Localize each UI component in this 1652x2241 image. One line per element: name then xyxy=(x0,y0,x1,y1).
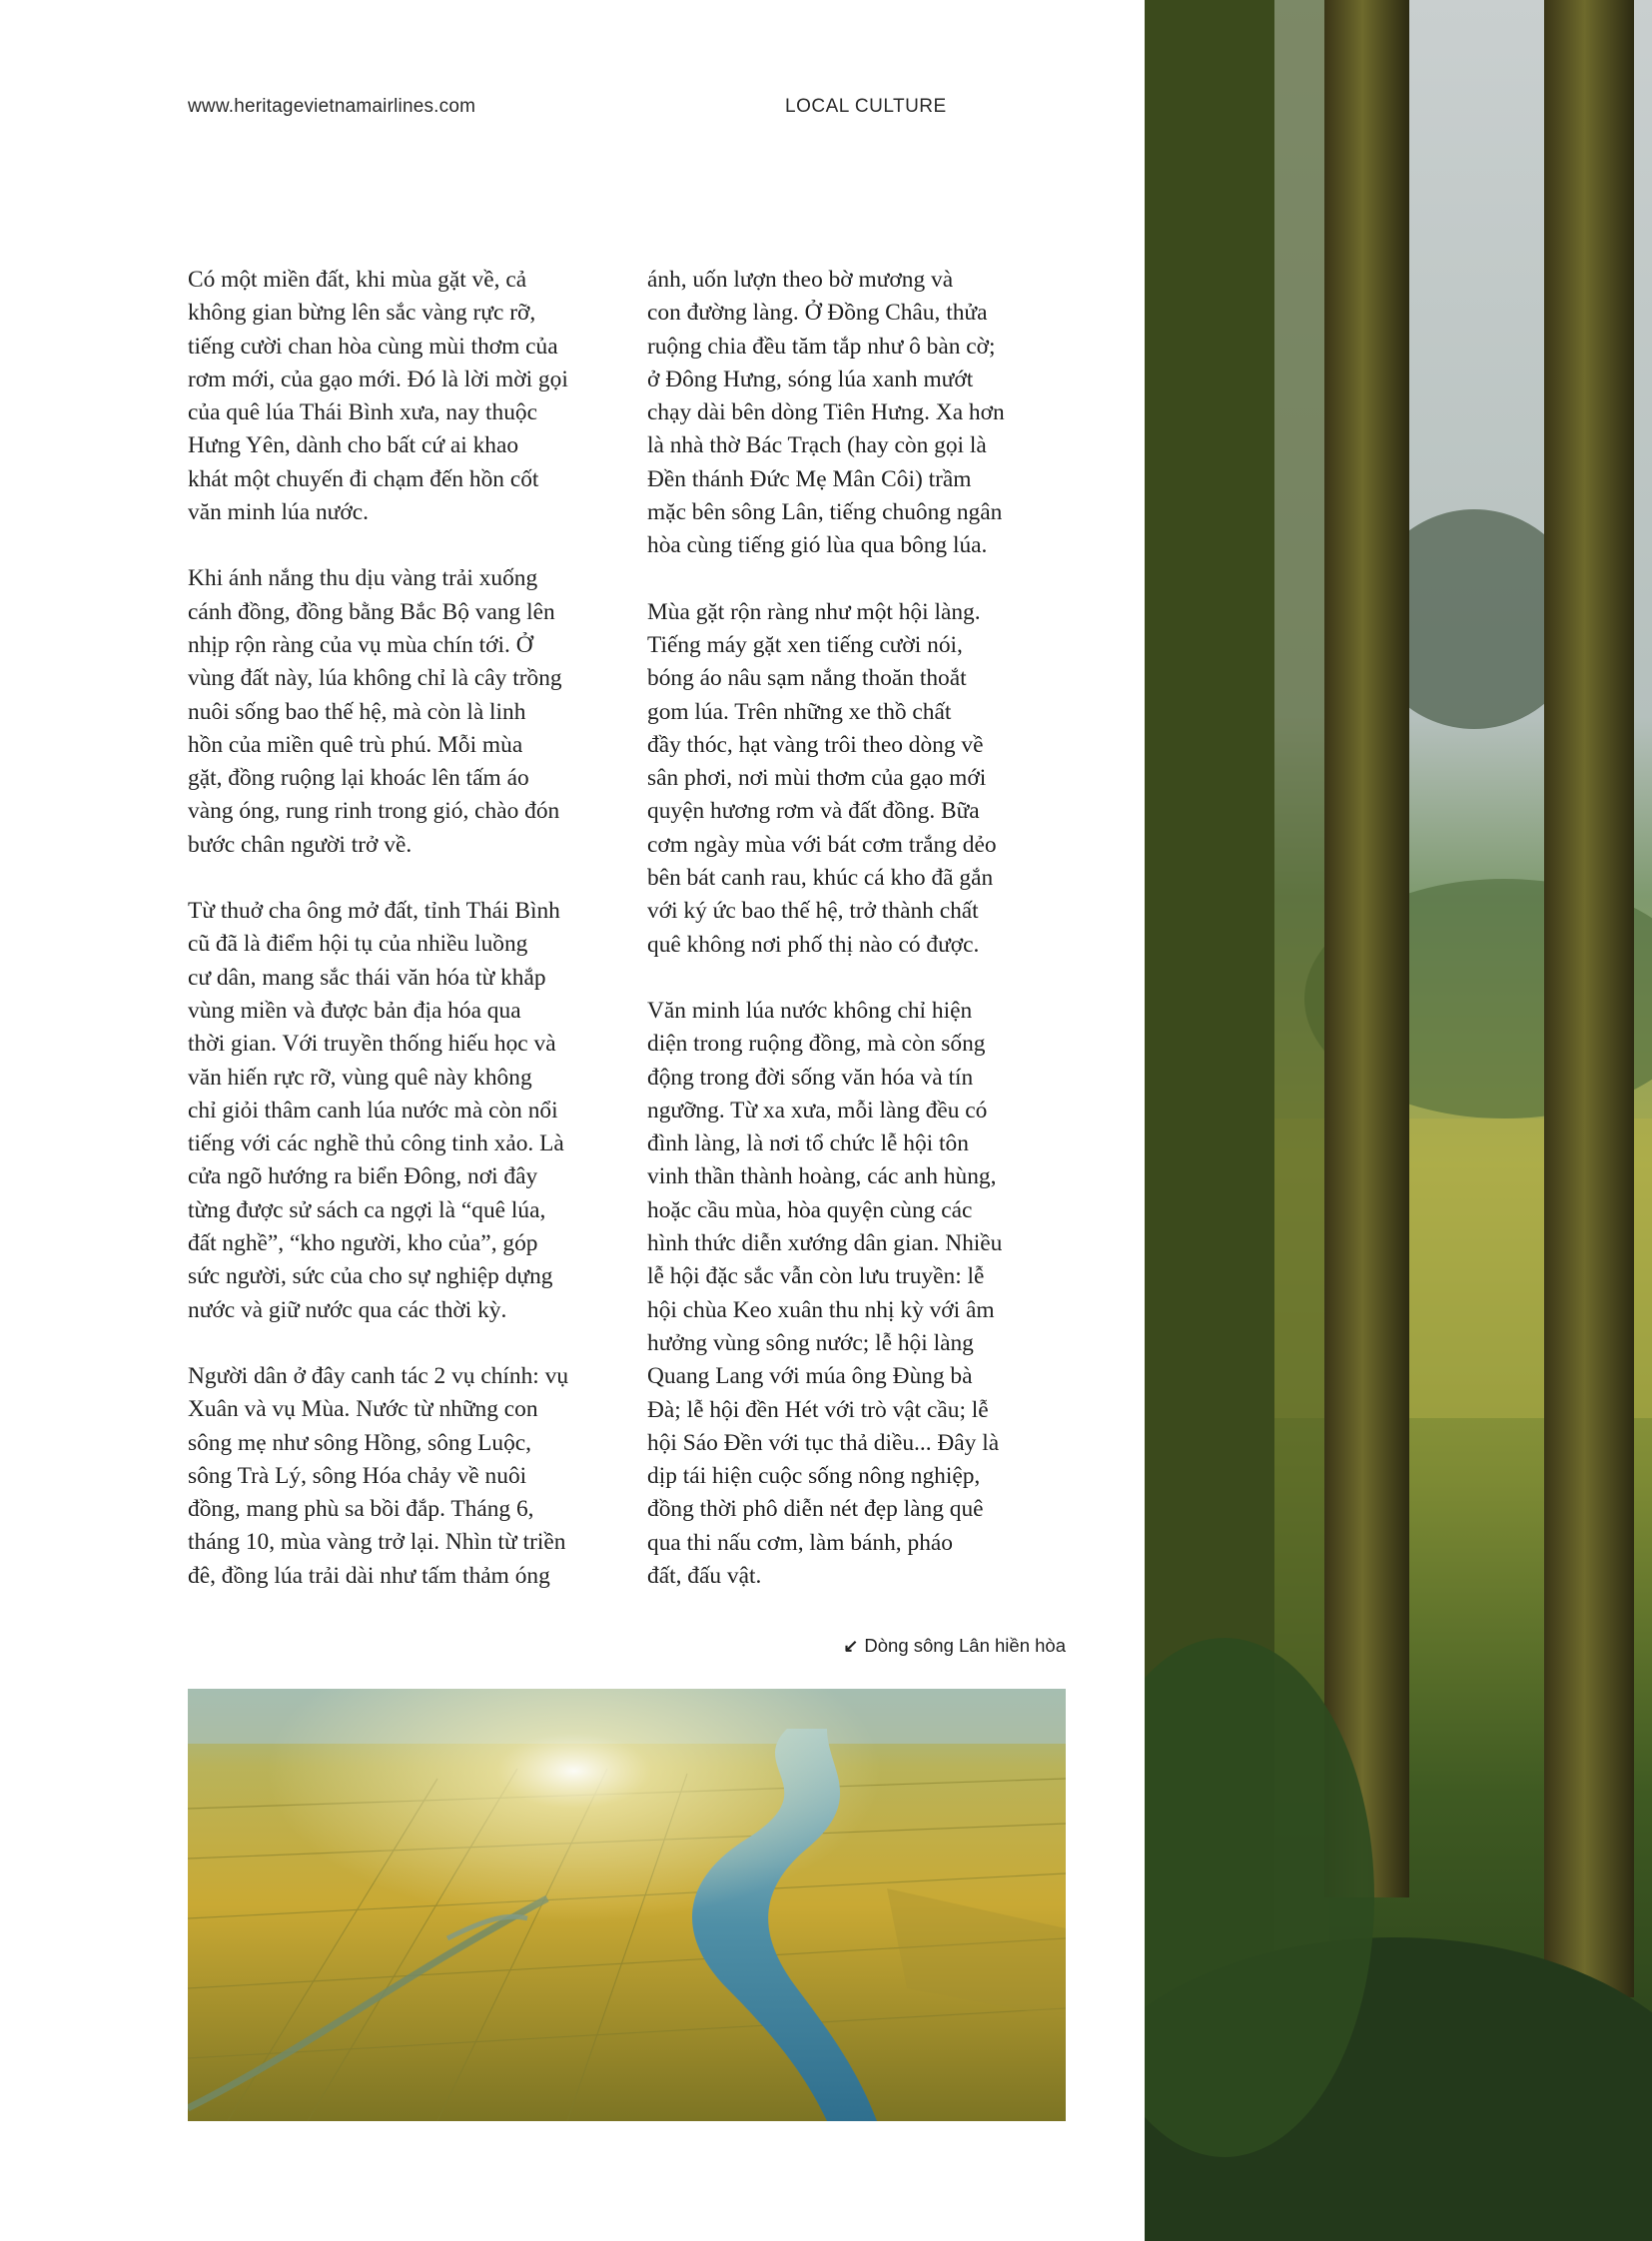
text-line: hồn của miền quê trù phú. Mỗi mùa xyxy=(188,731,523,758)
text-line: sức người, sức của cho sự nghiệp dựng xyxy=(188,1263,553,1290)
text-line: nước và giữ nước qua các thời kỳ. xyxy=(188,1296,507,1323)
text-line: chỉ giỏi thâm canh lúa nước mà còn nổi xyxy=(188,1097,558,1123)
text-line: nuôi sống bao thế hệ, mà còn là linh xyxy=(188,698,526,725)
text-line: diện trong ruộng đồng, mà còn sống xyxy=(647,1031,986,1058)
text-line: là nhà thờ Bác Trạch (hay còn gọi là xyxy=(647,432,987,459)
text-line: tiếng với các nghề thủ công tinh xảo. Là xyxy=(188,1130,564,1157)
text-line: sông mẹ như sông Hồng, sông Luộc, xyxy=(188,1429,532,1456)
text-line: vùng đất này, lúa không chỉ là cây trồng xyxy=(188,665,562,692)
text-line: không gian bừng lên sắc vàng rực rỡ, xyxy=(188,300,536,327)
text-line: đê, đồng lúa trải dài như tấm thảm óng xyxy=(188,1562,550,1589)
text-line: đất, đấu vật. xyxy=(647,1562,762,1589)
text-line: sân phơi, nơi mùi thơm của gạo mới xyxy=(647,765,987,792)
text-line: văn hiến rực rỡ, vùng quê này không xyxy=(188,1064,532,1091)
text-line: bước chân người trở về. xyxy=(188,831,413,858)
text-line: Xuân và vụ Mùa. Nước từ những con xyxy=(188,1396,538,1423)
text-line: của quê lúa Thái Bình xưa, nay thuộc xyxy=(188,399,538,426)
text-line: Có một miền đất, khi mùa gặt về, cả xyxy=(188,267,527,293)
text-line: tiếng cười chan hòa cùng mùi thơm của xyxy=(188,333,558,360)
text-line: Mùa gặt rộn ràng như một hội làng. xyxy=(647,598,981,625)
article-column-right xyxy=(647,264,1077,1626)
text-line: vùng miền và được bản địa hóa qua xyxy=(188,997,521,1024)
text-line: cư dân, mang sắc thái văn hóa từ khắp xyxy=(188,964,546,991)
text-line: ruộng chia đều tăm tắp như ô bàn cờ; xyxy=(647,333,996,360)
text-line: quyện hương rơm và đất đồng. Bữa xyxy=(647,798,980,825)
text-line: tháng 10, mùa vàng trở lại. Nhìn từ triền xyxy=(188,1529,566,1556)
section-title: LOCAL CULTURE xyxy=(785,96,947,117)
text-line: sông Trà Lý, sông Hóa chảy về nuôi xyxy=(188,1462,527,1489)
text-line: Đền thánh Đức Mẹ Mân Côi) trầm xyxy=(647,465,972,492)
text-line: mặc bên sông Lân, tiếng chuông ngân xyxy=(647,499,1003,526)
text-line: gom lúa. Trên những xe thồ chất xyxy=(647,698,952,725)
text-line: đất nghề”, “kho người, kho của”, góp xyxy=(188,1230,538,1257)
text-line: ánh, uốn lượn theo bờ mương và xyxy=(647,267,954,293)
text-line: Văn minh lúa nước không chỉ hiện xyxy=(647,997,973,1024)
text-line: hưởng vùng sông nước; lễ hội làng xyxy=(647,1329,974,1356)
text-line: ở Đông Hưng, sóng lúa xanh mướt xyxy=(647,366,974,392)
text-line: hoặc cầu mùa, hòa quyện cùng các xyxy=(647,1196,973,1223)
text-line: bóng áo nâu sạm nắng thoăn thoắt xyxy=(647,665,967,692)
article-paragraph xyxy=(647,596,1077,962)
text-line: hình thức diễn xướng dân gian. Nhiều xyxy=(647,1230,1003,1257)
text-line: thời gian. Với truyền thống hiếu học và xyxy=(188,1031,556,1058)
text-line: động trong đời sống văn hóa và tín xyxy=(647,1064,974,1091)
caption-text: Dòng sông Lân hiền hòa xyxy=(864,1635,1066,1656)
text-line: cánh đồng, đồng bằng Bắc Bộ vang lên xyxy=(188,598,555,625)
tree-trunks-rice-field-photo xyxy=(1145,0,1652,2241)
text-line: Khi ánh nắng thu dịu vàng trải xuống xyxy=(188,565,538,592)
article-paragraph xyxy=(647,995,1077,1593)
text-line: với ký ức bao thế hệ, trở thành chất xyxy=(647,898,979,925)
text-line: vinh thần thành hoàng, các anh hùng, xyxy=(647,1163,997,1190)
site-url[interactable]: www.heritagevietnamairlines.com xyxy=(188,96,476,117)
text-line: hội chùa Keo xuân thu nhị kỳ với âm xyxy=(647,1296,995,1323)
text-line: cũ đã là điểm hội tụ của nhiều luồng xyxy=(188,931,528,958)
text-line: từng được sử sách ca ngợi là “quê lúa, xyxy=(188,1196,546,1223)
text-line: Đà; lễ hội đền Hét với trò vật cầu; lễ xyxy=(647,1396,989,1423)
text-line: bên bát canh rau, khúc cá kho đã gắn xyxy=(647,865,994,892)
text-line: chạy dài bên dòng Tiên Hưng. Xa hơn xyxy=(647,399,1005,426)
text-line: đầy thóc, hạt vàng trôi theo dòng về xyxy=(647,731,984,758)
text-line: khát một chuyến đi chạm đến hồn cốt xyxy=(188,465,539,492)
text-line: cơm ngày mùa với bát cơm trắng dẻo xyxy=(647,831,997,858)
text-line: Quang Lang với múa ông Đùng bà xyxy=(647,1363,973,1390)
text-line: lễ hội đặc sắc vẫn còn lưu truyền: lễ xyxy=(647,1263,985,1290)
text-line: rơm mới, của gạo mới. Đó là lời mời gọi xyxy=(188,366,568,392)
text-line: vàng óng, rung rinh trong gió, chào đón xyxy=(188,798,560,825)
article-paragraph xyxy=(188,895,617,1327)
text-line: Hưng Yên, dành cho bất cứ ai khao xyxy=(188,432,519,459)
text-line: hội Sáo Đền với tục thả diều... Đây là xyxy=(647,1429,1000,1456)
article-paragraph xyxy=(647,264,1077,563)
text-line: Tiếng máy gặt xen tiếng cười nói, xyxy=(647,631,963,658)
text-line: con đường làng. Ở Đồng Châu, thửa xyxy=(647,300,988,327)
text-line: cửa ngõ hướng ra biển Đông, nơi đây xyxy=(188,1163,538,1190)
text-line: Người dân ở đây canh tác 2 vụ chính: vụ xyxy=(188,1362,569,1389)
text-line: đình làng, là nơi tổ chức lễ hội tôn xyxy=(647,1130,969,1157)
text-line: gặt, đồng ruộng lại khoác lên tấm áo xyxy=(188,765,529,792)
article-paragraph xyxy=(188,562,617,862)
text-line: nhịp rộn ràng của vụ mùa chín tới. Ở xyxy=(188,631,533,658)
text-line: đồng, mang phù sa bồi đắp. Tháng 6, xyxy=(188,1496,534,1523)
article-paragraph xyxy=(188,264,617,529)
text-line: Từ thuở cha ông mở đất, tỉnh Thái Bình xyxy=(188,898,560,925)
article-column-left xyxy=(188,264,617,1626)
text-line: đồng thời phô diễn nét đẹp làng quê xyxy=(647,1496,984,1523)
text-line: qua thi nấu cơm, làm bánh, pháo xyxy=(647,1529,953,1556)
text-line: ngưỡng. Từ xa xưa, mỗi làng đều có xyxy=(647,1097,988,1123)
text-line: văn minh lúa nước. xyxy=(188,499,369,526)
text-line: dịp tái hiện cuộc sống nông nghiệp, xyxy=(647,1463,981,1490)
photo-caption xyxy=(843,1635,1066,1657)
text-line: hòa cùng tiếng gió lùa qua bông lúa. xyxy=(647,532,988,559)
text-line: quê không nơi phố thị nào có được. xyxy=(647,931,980,958)
aerial-rice-field-river-photo xyxy=(188,1689,1066,2121)
article-paragraph xyxy=(188,1360,617,1593)
arrow-down-left-icon: ↙ xyxy=(843,1635,859,1656)
